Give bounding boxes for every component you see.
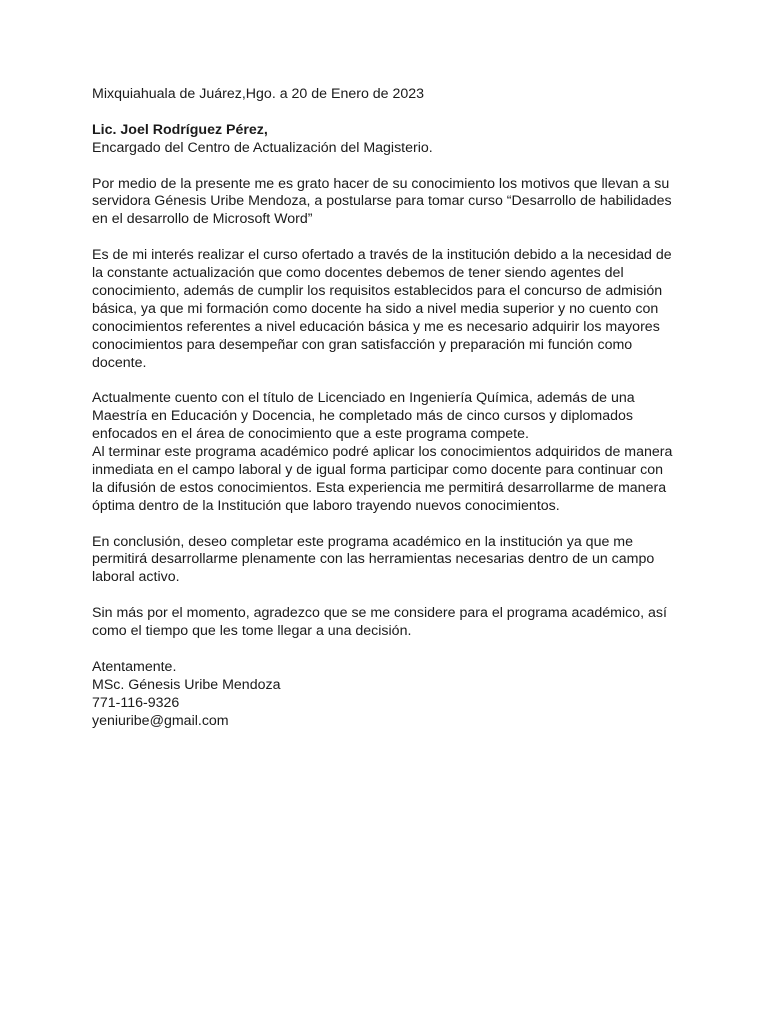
spacer xyxy=(92,641,676,659)
recipient-role: Encargado del Centro de Actualización del Magisterio. xyxy=(92,139,433,156)
spacer xyxy=(92,372,676,390)
text-line: En conclusión, deseo completar este programa académico en la institución ya que me xyxy=(92,533,634,550)
spacer xyxy=(92,229,676,247)
text-line: Sin más por el momento, agradezco que se me considere para el programa académico, así xyxy=(92,605,667,622)
text-line: en el desarrollo de Microsoft Word” xyxy=(92,211,313,228)
text-line: la constante actualización que como docentes debemos de tener siendo agentes del xyxy=(92,265,624,282)
paragraph-conclusion xyxy=(92,534,676,588)
closing-salutation: Atentamente. xyxy=(92,658,177,675)
text-line: Maestría en Educación y Docencia, he completado más de cinco cursos y diplomados xyxy=(92,408,633,425)
text-line: inmediata en el campo laboral y de igual forma participar como docente para continuar con xyxy=(92,461,663,478)
signer-phone: 771-116-9326 xyxy=(92,694,180,711)
signer-email: yeniuribe@gmail.com xyxy=(92,712,229,729)
text-line: docente. xyxy=(92,354,147,371)
text-line: Por medio de la presente me es grato hacer de su conocimiento los motivos que llevan a su xyxy=(92,175,670,192)
text-line: laboral activo. xyxy=(92,569,180,586)
text-line: conocimientos para desempeñar con gran satisfacción y preparación mi función como xyxy=(92,336,633,353)
spacer xyxy=(92,104,676,122)
paragraph-intro xyxy=(92,176,676,230)
text-line: la difusión de estos conocimientos. Esta experiencia me permitirá desarrollarme de manera xyxy=(92,479,667,496)
place-date-line: Mixquiahuala de Juárez,Hgo. a 20 de Enero de 2023 xyxy=(92,86,425,102)
text-line: permitirá desarrollarme plenamente con las herramientas necesarias dentro de un campo xyxy=(92,551,655,568)
paragraph-background xyxy=(92,390,676,515)
text-line: servidora Génesis Uribe Mendoza, a postularse para tomar curso “Desarrollo de habilidades xyxy=(92,193,672,210)
spacer xyxy=(92,587,676,605)
text-line: óptima dentro de la Institución que laboro trayendo nuevos conocimientos. xyxy=(92,497,560,514)
recipient-name: Lic. Joel Rodríguez Pérez, xyxy=(92,121,268,138)
text-line: conocimientos referentes a nivel educación básica y me es necesario adquirir los mayores xyxy=(92,318,660,335)
paragraph-interest xyxy=(92,247,676,372)
text-line: Es de mi interés realizar el curso ofertado a través de la institución debido a la necesidad de xyxy=(92,247,672,264)
text-line: enfocados en el área de conocimiento que a este programa compete. xyxy=(92,426,529,443)
text-line: como el tiempo que les tome llegar a una decisión. xyxy=(92,623,412,640)
spacer xyxy=(92,158,676,176)
text-line: Actualmente cuento con el título de Licenciado en Ingeniería Química, además de una xyxy=(92,390,635,407)
text-line: Al terminar este programa académico podré aplicar los conocimientos adquiridos de manera xyxy=(92,444,673,461)
text-line: conocimiento, además de cumplir los requisitos establecidos para el concurso de admisión xyxy=(92,282,663,299)
paragraph-farewell xyxy=(92,605,676,641)
signature-block xyxy=(92,659,676,731)
letter-body xyxy=(92,86,676,731)
text-line: básica, ya que mi formación como docente ha sido a nivel media superior y no cuento con xyxy=(92,300,659,317)
spacer xyxy=(92,516,676,534)
signer-name: MSc. Génesis Uribe Mendoza xyxy=(92,676,281,693)
